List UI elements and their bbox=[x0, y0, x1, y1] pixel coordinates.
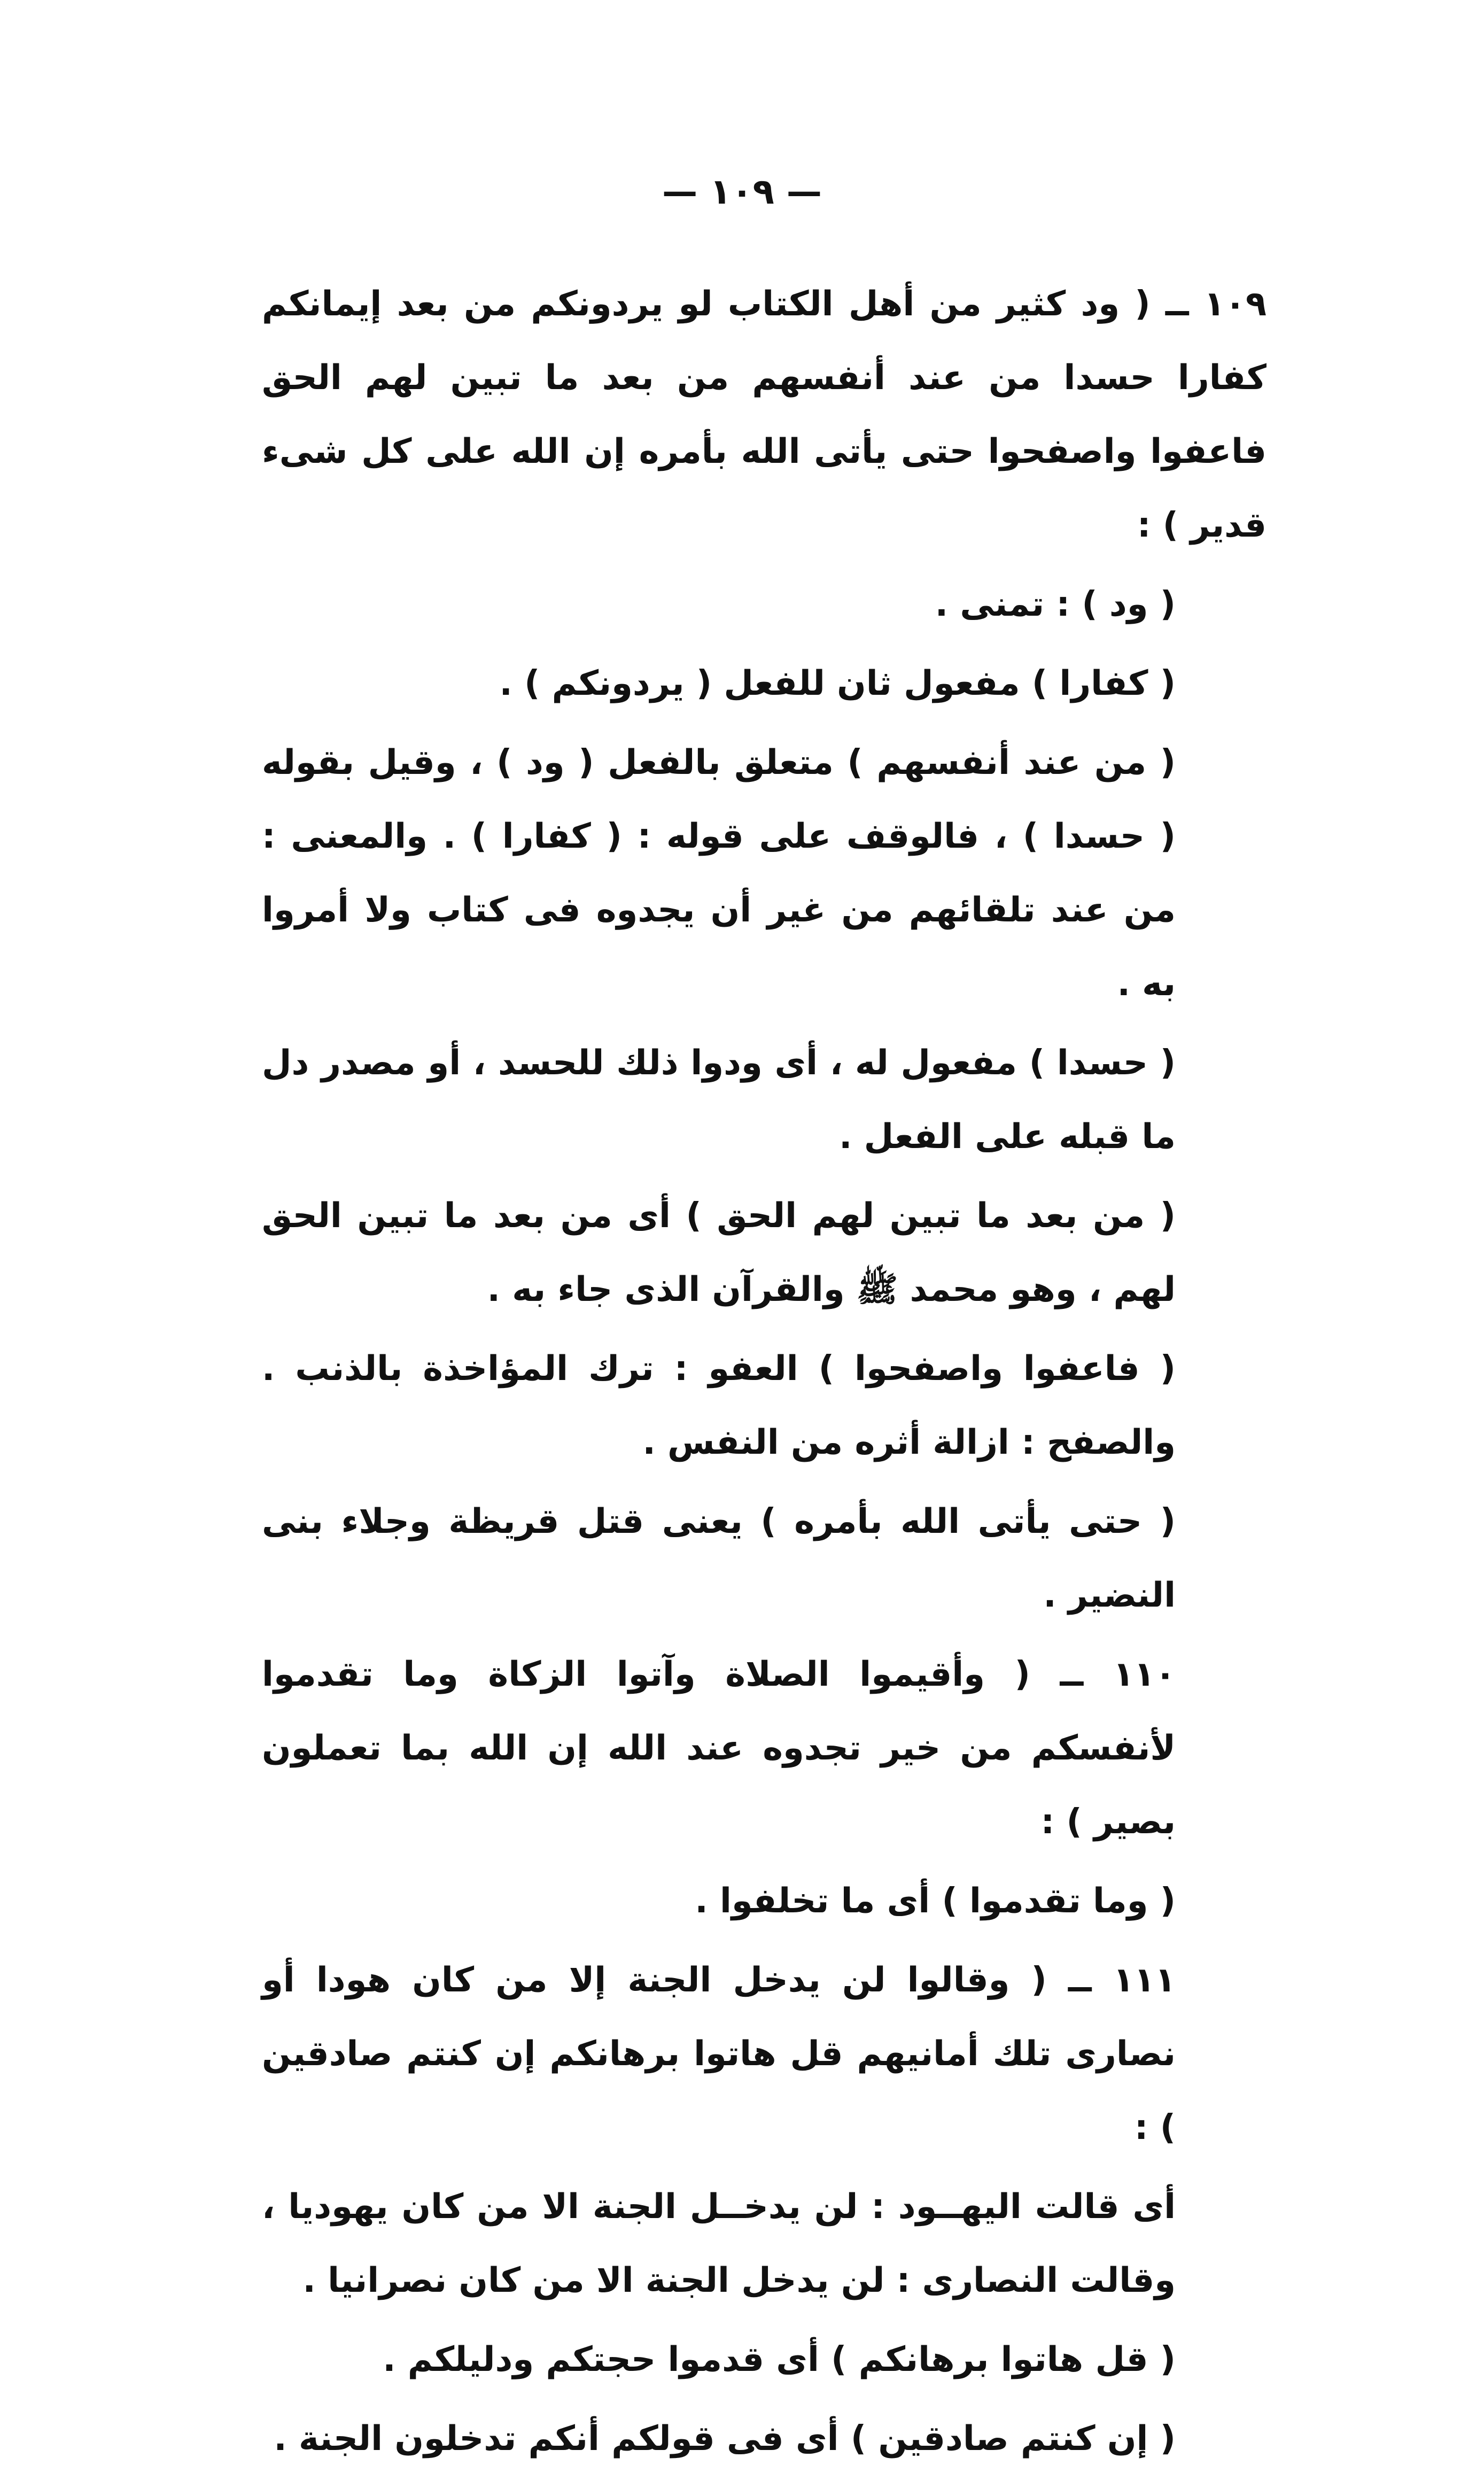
gloss-min-badi-ma-tabayyana: ( من بعد ما تبين لهم الحق ) أى من بعد ما تبين الحق لهم ، وهو محمد ﷺ والقرآن الذى جاء به . bbox=[262, 1196, 1176, 1309]
verse-111: ١١١ ــ ( وقالوا لن يدخل الجنة إلا من كان هودا أو نصارى تلك أمانيهم قل هاتوا برهانكم إن كنتم صادقين ) : bbox=[262, 1960, 1176, 2147]
gloss-qalat-alyahud: أى قالت اليهــود : لن يدخــل الجنة الا من كان يهوديا ، وقالت النصارى : لن يدخل الجنة الا من كان نصرانيا . bbox=[262, 2187, 1176, 2300]
gloss-hasadan: ( حسدا ) مفعول له ، أى ودوا ذلك للحسد ، أو مصدر دل ما قبله على الفعل . bbox=[262, 1043, 1176, 1157]
page-body bbox=[262, 267, 1267, 2481]
gloss-in-kuntum-sadiqin: ( إن كنتم صادقين ) أى فى قولكم أنكم تدخلون الجنة . bbox=[274, 2419, 1176, 2459]
verse-110: ١١٠ ــ ( وأقيموا الصلاة وآتوا الزكاة وما تقدموا لأنفسكم من خير تجدوه عند الله إن الله بما تعملون بصير ) : bbox=[262, 1655, 1176, 1842]
gloss-min-indi-anfusihim: ( من عند أنفسهم ) متعلق بالفعل ( ود ) ، وقيل بقوله ( حسدا ) ، فالوقف على قوله : ( كفارا ) . والمعنى : من عند تلقائهم من غير أن يجدوه فى كتاب ولا أمروا به . bbox=[262, 743, 1176, 1004]
gloss-hatu-burhanakum: ( قل هاتوا برهانكم ) أى قدموا حجتكم ودليلكم . bbox=[383, 2340, 1176, 2379]
gloss-wadda: ( ود ) : تمنى . bbox=[935, 585, 1176, 624]
verse-109: ١٠٩ ــ ( ود كثير من أهل الكتاب لو يردونكم من بعد إيمانكم كفارا حسدا من عند أنفسهم من بعد ما تبين لهم الحق فاعفوا واصفحوا حتى يأتى الله بأمره إن الله على كل شىء قدير ) : bbox=[262, 284, 1267, 545]
gloss-kuffaran: ( كفارا ) مفعول ثان للفعل ( يردونكم ) . bbox=[499, 664, 1176, 703]
gloss-faafu-wasfahu: ( فاعفوا واصفحوا ) العفو : ترك المؤاخذة بالذنب . والصفح : ازالة أثره من النفس . bbox=[262, 1349, 1176, 1462]
page-number: — ١٠٩ — bbox=[662, 171, 822, 212]
gloss-hatta-yati: ( حتى يأتى الله بأمره ) يعنى قتل قريظة وجلاء بنى النضير . bbox=[262, 1502, 1176, 1615]
gloss-wama-tuqaddimu: ( وما تقدموا ) أى ما تخلفوا . bbox=[695, 1881, 1176, 1921]
